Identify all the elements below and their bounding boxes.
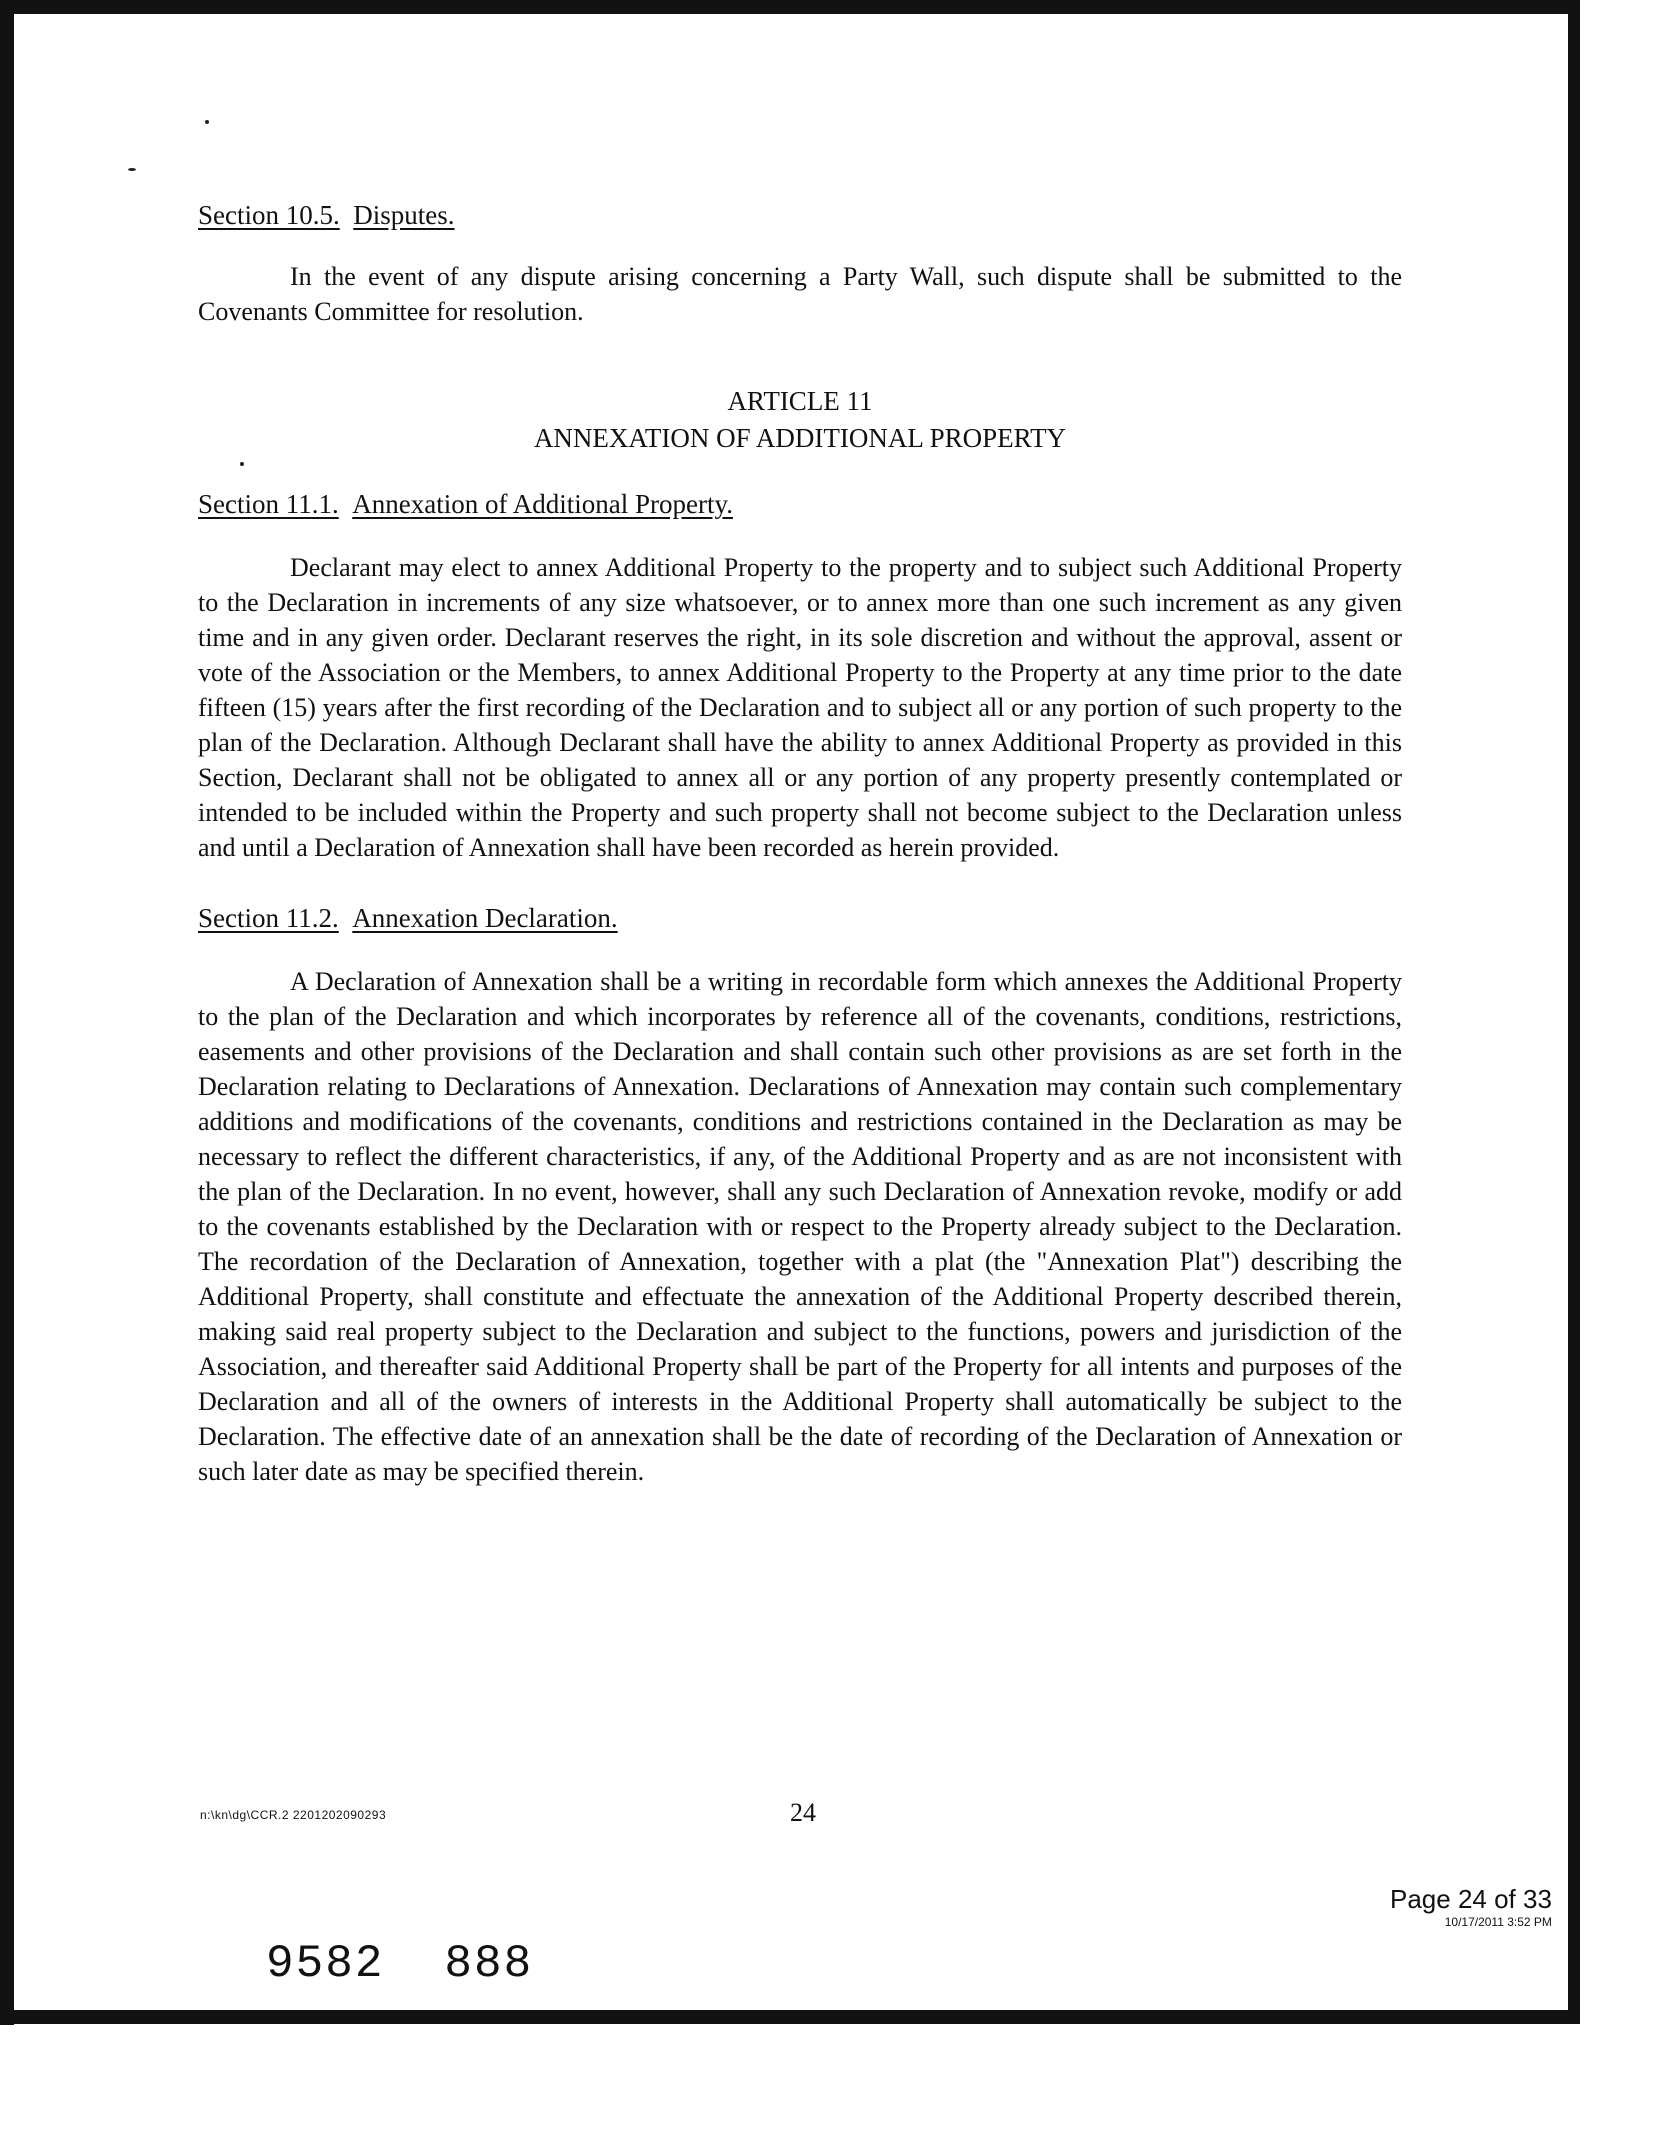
scan-border-right: [1568, 0, 1580, 2012]
section-11-1-number: Section 11.1.: [198, 489, 339, 519]
fax-page-stamp: [1390, 1884, 1552, 1930]
scan-border-left: [0, 0, 14, 2025]
recording-number-page: 888: [444, 1938, 534, 1990]
section-11-2-heading: [198, 901, 1402, 936]
section-11-2-number: Section 11.2.: [198, 903, 339, 933]
section-10-5-body: In the event of any dispute arising concerning a Party Wall, such dispute shall be submitted to the Covenants Committee for resolution.: [198, 262, 1402, 326]
article-title: ANNEXATION OF ADDITIONAL PROPERTY: [533, 423, 1067, 453]
section-11-2-title: Annexation Declaration.: [352, 903, 618, 933]
scan-border-top: [0, 0, 1580, 14]
section-11-1-heading: [198, 487, 1402, 522]
timestamp-stamp: 10/17/2011 3:52 PM: [1444, 1915, 1552, 1929]
recording-numbers: [266, 1938, 533, 1990]
page-number: 24: [790, 1798, 816, 1827]
scan-speck: [205, 120, 209, 124]
section-11-2-body: A Declaration of Annexation shall be a writing in recordable form which annexes the Additional Property to the plan of the Declaration and which incorporates by reference all of the covenants, conditions, restrictions, easements and other provisions of the Declaration and shall contain such other provisions as are set forth in the Declaration relating to Declarations of Annexation. Declarations of Annexation may contain such complementary additions and modifications of the covenants, conditions and restrictions contained in the Declaration as may be necessary to reflect the different characteristics, if any, of the Additional Property and as are not inconsistent with the plan of the Declaration. In no event, however, shall any such Declaration of Annexation revoke, modify or add to the covenants established by the Declaration with or respect to the Property already subject to the Declaration. The recordation of the Declaration of Annexation, together with a plat (the "Annexation Plat") describing the Additional Property, shall constitute and effectuate the annexation of the Additional Property described therein, making said real property subject to the Declaration and subject to the functions, powers and jurisdiction of the Association, and thereafter said Additional Property shall be part of the Property for all intents and purposes of the Declaration and all of the owners of interests in the Additional Property shall automatically be subject to the Declaration. The effective date of an annexation shall be the date of recording of the Declaration of Annexation or such later date as may be specified therein.: [198, 967, 1402, 1486]
document-file-code: n:\kn\dg\CCR.2 2201202090293: [200, 1808, 387, 1822]
article-number: ARTICLE 11: [727, 386, 873, 416]
section-10-5-heading: [198, 198, 1402, 233]
section-11-1-title: Annexation of Additional Property.: [352, 489, 733, 519]
section-11-1-body: Declarant may elect to annex Additional Property to the property and to subject such Additional Property to the Declaration in increments of any size whatsoever, or to annex more than one such increment as any given time and in any given order. Declarant reserves the right, in its sole discretion and without the approval, assent or vote of the Association or the Members, to annex Additional Property to the Property at any time prior to the date fifteen (15) years after the first recording of the Declaration and to subject all or any portion of such property to the plan of the Declaration. Although Declarant shall have the ability to annex Additional Property as provided in this Section, Declarant shall not be obligated to annex all or any portion of any property presently contemplated or intended to be included within the Property and such property shall not become subject to the Declaration unless and until a Declaration of Annexation shall have been recorded as herein provided.: [198, 553, 1402, 862]
page-count-stamp: Page 24 of 33: [1390, 1884, 1552, 1914]
document-body: [198, 198, 1402, 1489]
section-10-5-title: Disputes.: [353, 200, 455, 230]
scan-border-bottom: [0, 2010, 1580, 2024]
recording-number-book: 9582: [266, 1938, 385, 1990]
scan-speck: [128, 168, 136, 171]
section-10-5-number: Section 10.5.: [198, 200, 340, 230]
